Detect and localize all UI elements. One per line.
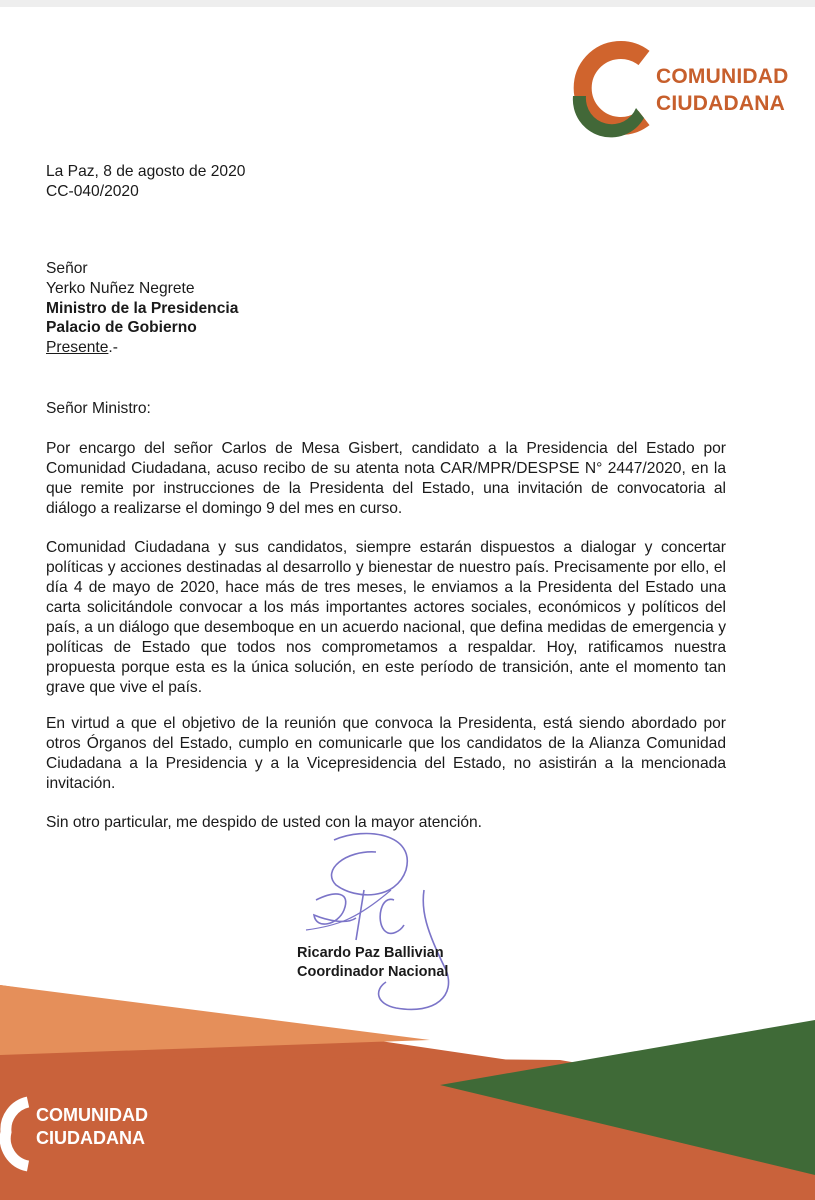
- footer-logo: [0, 1096, 200, 1176]
- body-paragraph-2: Comunidad Ciudadana y sus candidatos, siempre estarán dispuestos a dialogar y concertar políticas y acciones destinadas al desarrollo y bienestar de nuestro país. Precisamente por ello, el día 4 de mayo de 2020, hace más de tres meses, le enviamos a la Presidenta del Estado una carta solicitándole convocar a los más importantes actores sociales, económicos y políticos del país, a un diálogo que desemboque en un acuerdo nacional, que defina medidas de emergencia y políticas de Estado que todos nos comprometamos a respaldar. Hoy, ratificamos nuestra propuesta porque esta es la única solución, en este período de transición, ante el momento tan grave que vive el país.: [46, 539, 726, 696]
- recipient-salutation: Señor: [46, 260, 88, 277]
- signer-role: Coordinador Nacional: [297, 964, 449, 980]
- recipient-name: Yerko Nuñez Negrete: [46, 280, 195, 297]
- footer-logo-c-icon: [0, 1096, 34, 1176]
- presente-suffix: .-: [108, 339, 118, 356]
- body-paragraph-1: Por encargo del señor Carlos de Mesa Gisbert, candidato a la Presidencia del Estado por Comunidad Ciudadana, acuso recibo de su atenta nota CAR/MPR/DESPSE N° 2447/2020, en la que remite por instrucciones de la Presidenta del Estado, una invitación de convocatoria al diálogo a realizarse el domingo 9 del mes en curso.: [46, 440, 726, 517]
- footer-logo-line1: COMUNIDAD: [36, 1105, 148, 1125]
- body-paragraph-3: En virtud a que el objetivo de la reunión que convoca la Presidenta, está siendo abordado por otros Órganos del Estado, cumplo en comunicarle que los candidatos de la Alianza Comunidad Ciudadana a la Presidencia y a la Vicepresidencia del Estado, no asistirán a la mencionada invitación.: [46, 715, 726, 792]
- reference-number: CC-040/2020: [46, 183, 139, 200]
- date-line: La Paz, 8 de agosto de 2020: [46, 163, 246, 180]
- signer-name: Ricardo Paz Ballivian: [297, 945, 444, 961]
- recipient-title: Ministro de la Presidencia: [46, 300, 239, 317]
- logo-c-icon: [566, 38, 656, 138]
- top-strip: [0, 0, 815, 7]
- header-logo: [566, 38, 806, 138]
- logo-text-line2: CIUDADANA: [656, 92, 785, 115]
- recipient-presente: [46, 338, 118, 358]
- footer-logo-line2: CIUDADANA: [36, 1128, 145, 1148]
- greeting: Señor Ministro:: [46, 400, 151, 417]
- closing-line: Sin otro particular, me despido de usted con la mayor atención.: [46, 814, 483, 831]
- presente-text: Presente: [46, 339, 109, 356]
- logo-text-line1: COMUNIDAD: [656, 65, 789, 88]
- recipient-office: Palacio de Gobierno: [46, 319, 197, 336]
